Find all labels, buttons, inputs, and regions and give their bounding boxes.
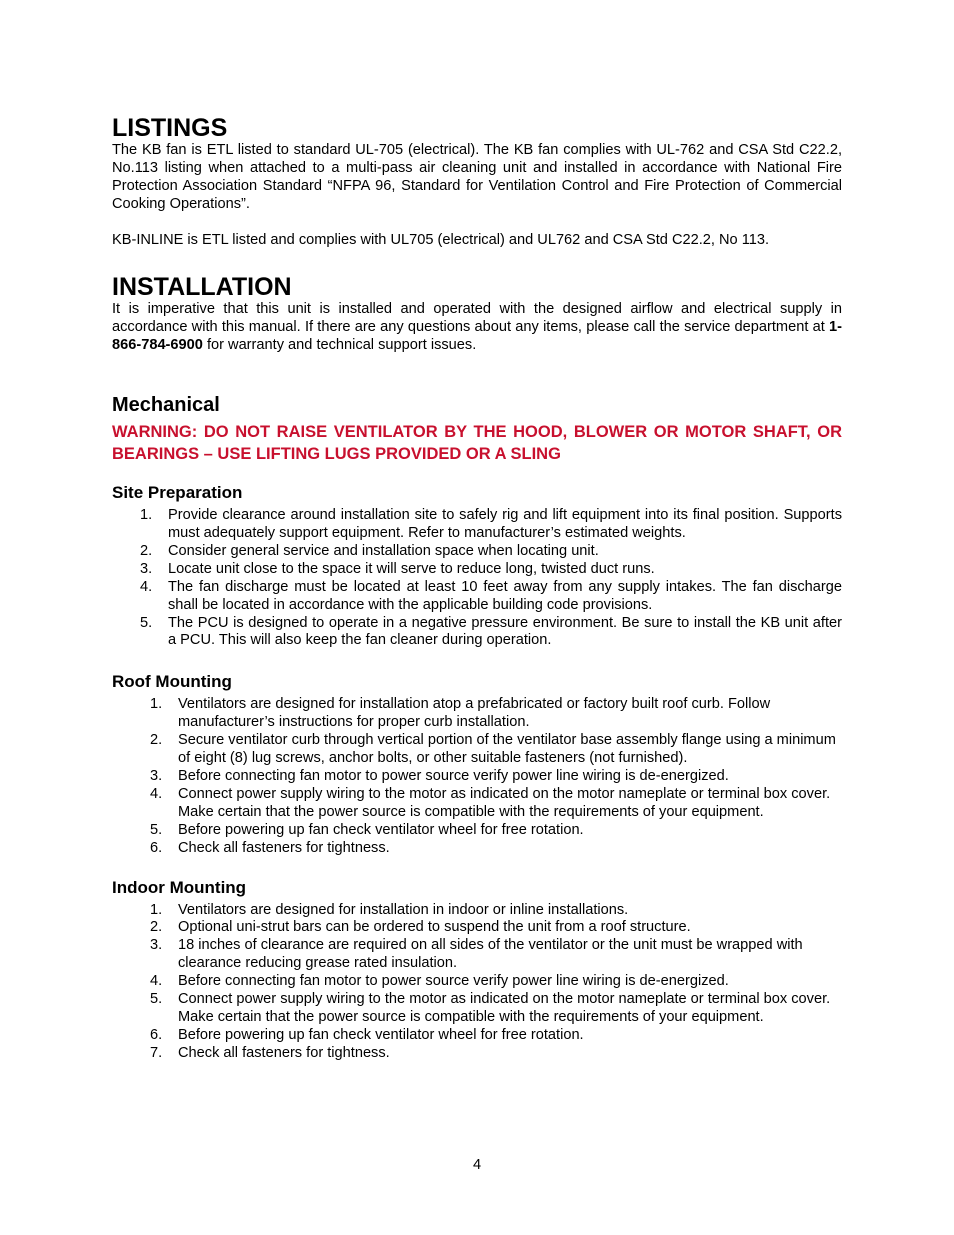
list-item: 3. Locate unit close to the space it will serve to reduce long, twisted duct runs.: [140, 560, 655, 577]
listings-heading: LISTINGS: [112, 114, 228, 142]
installation-intro-text: It is imperative that this unit is installed and operated with the designed airflow and electrical supply in accordance with this manual. If there are any questions about any items, please call the service department at: [112, 301, 842, 336]
list-item: 2. Consider general service and installation space when locating unit.: [140, 542, 599, 559]
list-item: 2. Optional uni-strut bars can be ordered to suspend the unit from a roof structure.: [150, 919, 691, 936]
list-item: 5. Connect power supply wiring to the motor as indicated on the motor nameplate or terminal box cover. Make certain that the power source is compatible with the requirements of your equipment.: [150, 991, 831, 1025]
page-number: 4: [472, 1157, 482, 1173]
installation-intro-end: for warranty and technical support issues.: [202, 337, 477, 354]
site-preparation-list: [112, 507, 842, 650]
site-preparation-heading: Site Preparation: [112, 483, 243, 503]
list-item: 1. Provide clearance around installation site to safely rig and lift equipment into its final position. Supports must adequately support equipment. Refer to manufacturer’s estimated weights.: [140, 507, 842, 542]
list-item: 1. Ventilators are designed for installation in indoor or inline installations.: [150, 901, 629, 918]
list-item: 5. Before powering up fan check ventilator wheel for free rotation.: [150, 821, 584, 838]
list-item: 4. Before connecting fan motor to power source verify power line wiring is de-energized.: [150, 973, 729, 990]
service-phone-number: 1-866-784-6900: [112, 319, 842, 354]
mechanical-heading: Mechanical: [112, 394, 220, 417]
list-item: 2. Secure ventilator curb through vertical portion of the ventilator base assembly flange using a minimum of eight (8) lug screws, anchor bolts, or other suitable fasteners (not furnished).: [150, 732, 836, 767]
installation-heading: INSTALLATION: [112, 273, 292, 302]
list-item: 3. 18 inches of clearance are required on all sides of the ventilator or the unit must be wrapped with clearance reducing grease rated insulation.: [150, 937, 803, 972]
list-item: 4. Connect power supply wiring to the motor as indicated on the motor nameplate or terminal box cover. Make certain that the power source is compatible with the requirements of your equipment.: [150, 785, 831, 820]
list-item: 1. Ventilators are designed for installation atop a prefabricated or factory built roof curb. Follow manufacturer’s instructions for proper curb installation.: [150, 696, 771, 731]
list-item: 6. Before powering up fan check ventilator wheel for free rotation.: [150, 1026, 584, 1043]
list-item: 6. Check all fasteners for tightness.: [150, 839, 390, 856]
list-item: 4. The fan discharge must be located at least 10 feet away from any supply intakes. The fan discharge shall be located in accordance with the applicable building code provisions.: [140, 578, 842, 613]
roof-mounting-heading: Roof Mounting: [112, 672, 232, 692]
document-page: [112, 0, 842, 1063]
list-item: 5. The PCU is designed to operate in a negative pressure environment. Be sure to install the KB unit after a PCU. This will also keep the fan cleaner during operation.: [140, 614, 842, 649]
kb-inline-paragraph: KB-INLINE is ETL listed and complies with UL705 (electrical) and UL762 and CSA Std C22.2, No 113.: [112, 231, 770, 248]
list-item: 3. Before connecting fan motor to power source verify power line wiring is de-energized.: [150, 768, 729, 785]
lifting-warning: WARNING: DO NOT RAISE VENTILATOR BY THE HOOD, BLOWER OR MOTOR SHAFT, OR BEARINGS – USE LIFTING LUGS PROVIDED OR A SLING: [112, 423, 842, 464]
listings-paragraph: The KB fan is ETL listed to standard UL-705 (electrical). The KB fan complies with UL-762 and CSA Std C22.2, No.113 listing when attached to a multi-pass air cleaning unit and installed in accordance with National Fire Protection Association Standard “NFPA 96, Standard for Ventilation Control and Fire Protection of Commercial Cooking Operations”.: [112, 142, 842, 212]
indoor-mounting-heading: Indoor Mounting: [112, 877, 247, 897]
indoor-mounting-list: [112, 902, 842, 1063]
installation-paragraph: [112, 301, 842, 355]
roof-mounting-list: [112, 696, 842, 857]
list-item: 7. Check all fasteners for tightness.: [150, 1044, 390, 1061]
